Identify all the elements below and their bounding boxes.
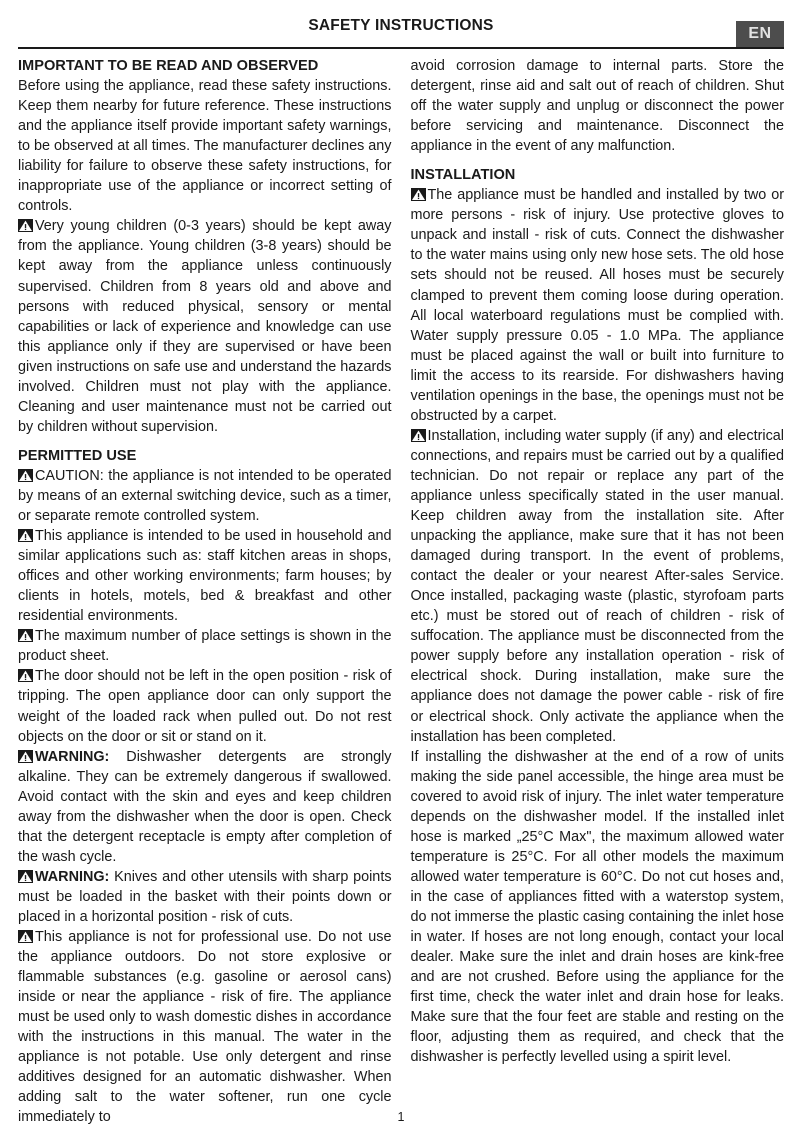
warning-detergent-label: WARNING: xyxy=(35,748,110,765)
paragraph-qualified-technician-text: Installation, including water supply (if any) and electrical connections, and repairs must be carried out by a qualified technician. Do not repair or replace any part of the appliance unless specifically stated in the user manual. Keep children away from the installation site. After unpacking the appliance, make sure that it has not been damaged during transport. In the event of problems, contact the dealer or your nearest After-sales Service. Once installed, packaging waste (plastic, styrofoam parts etc.) must be stored out of reach of children - risk of suffocation. The appliance must be disconnected from the power supply before any installation operation - risk of electrical shock. During installation, make sure the appliance does not damage the power cable - risk of fire or electrical shock. Only activate the appliance when the installation has been completed. xyxy=(410,427,784,745)
paragraph-continuation xyxy=(411,56,785,156)
paragraph-continuation-text: avoid corrosion damage to internal parts. Store the detergent, rinse aid and salt out of reach of children. Shut off the water supply and unplug or disconnect the power before servicing and maintenance. Disconnect the appliance in the event of any malfunction. xyxy=(410,58,784,155)
paragraph-qualified-technician xyxy=(411,426,785,747)
warning-triangle-icon xyxy=(411,188,426,201)
paragraph-handling-text: The appliance must be handled and installed by two or more persons - risk of injury. Use protective gloves to unpack and install - risk of cuts. Connect the dishwasher to the water mains using only new hose sets. The old hose sets should not be reused. All hoses must be securely clamped to prevent them coming loose during operation. All local waterboard regulations must be complied with. Water supply pressure 0.05 - 1.0 MPa. The appliance must be placed against the wall or built into furniture to limit the access to its rearside. For dishwashers having ventilation openings in the base, the openings must not be obstructed by a carpet. xyxy=(410,187,784,424)
paragraph-place-settings xyxy=(18,626,392,666)
paragraph-professional-use-text: This appliance is not for professional use. Do not use the appliance outdoors. Do not store explosive or flammable substances (e.g. gasoline or aerosol cans) inside or near the appliance - risk of fire. The appliance must be used only to wash domestic dishes in accordance with the instructions in this manual. The water in the appliance is not potable. Use only detergent and rinse additives designed for an automatic dishwasher. When adding salt to the water softener, run one cycle immediately to xyxy=(18,929,392,1126)
heading-permitted-use: PERMITTED USE xyxy=(18,447,137,464)
paragraph-professional-use xyxy=(18,927,392,1127)
paragraph-end-of-row-text: If installing the dishwasher at the end of a row of units making the side panel accessible, the hinge area must be covered to avoid risk of injury. The inlet water temperature depends on the dishwasher model. If the installed inlet hose is marked „25°C Max", the maximum allowed water temperature is 25°C. For all other models the maximum allowed water temperature is 60°C. Do not cut hoses and, in the case of appliances fitted with a waterstop system, do not immerse the plastic casing containing the inlet hose in water. If hoses are not long enough, contact your local dealer. Make sure the inlet and drain hoses are kink-free and are not crushed. Before using the appliance for the first time, check the water inlet and drain hose for leaks. Make sure that the four feet are stable and resting on the floor, adjusting them as required, and check that the dishwasher is perfectly levelled using a spirit level. xyxy=(410,748,784,1066)
paragraph-caution xyxy=(18,466,392,526)
heading-important-to-be-read: IMPORTANT TO BE READ AND OBSERVED xyxy=(18,58,319,74)
page-number: 1 xyxy=(397,1110,405,1124)
paragraph-intro-text: Before using the appliance, read these safety instructions. Keep them nearby for future reference. These instructions and the appliance itself provide important safety warnings, to be observed at all times. The manufacturer declines any liability for failure to observe these safety instructions, for inappropriate use of the appliance or incorrect setting of controls. xyxy=(18,78,392,215)
warning-triangle-icon xyxy=(18,529,33,542)
page-footer xyxy=(0,1110,802,1124)
paragraph-intro xyxy=(18,76,392,216)
paragraph-children xyxy=(18,216,392,437)
warning-triangle-icon xyxy=(18,750,33,763)
warning-triangle-icon xyxy=(18,219,33,232)
warning-triangle-icon xyxy=(18,930,33,943)
warning-knives xyxy=(18,867,392,927)
warning-knives-text: Knives and other utensils with sharp points must be loaded in the basket with their points down or placed in a horizontal position - risk of cuts. xyxy=(18,868,392,925)
paragraph-household-use-text: This appliance is intended to be used in household and similar applications such as: staff kitchen areas in shops, offices and other working environments; farm houses; by clients in hotels, motels, bed & breakfast and other residential environments. xyxy=(18,528,392,625)
paragraph-door-text: The door should not be left in the open position - risk of tripping. The open appliance door can only support the weight of the loaded rack when pulled out. Do not rest objects on the door or sit or stand on it. xyxy=(18,668,392,745)
paragraph-place-settings-text: The maximum number of place settings is shown in the product sheet. xyxy=(18,628,392,665)
warning-triangle-icon xyxy=(18,629,33,642)
page-title: SAFETY INSTRUCTIONS xyxy=(308,17,494,34)
warning-triangle-icon xyxy=(18,870,33,883)
heading-installation: INSTALLATION xyxy=(410,167,516,184)
paragraph-handling xyxy=(411,185,785,426)
warning-triangle-icon xyxy=(18,469,33,482)
header-divider xyxy=(18,47,784,49)
paragraph-door xyxy=(18,666,392,746)
paragraph-caution-text: CAUTION: the appliance is not intended to be operated by means of an external switching device, such as a timer, or separate remote controlled system. xyxy=(18,467,392,525)
language-badge: EN xyxy=(736,21,784,47)
warning-triangle-icon xyxy=(18,669,33,682)
warning-detergent-text: Dishwasher detergents are strongly alkaline. They can be extremely dangerous if swallowed. Avoid contact with the skin and eyes and keep children away from the dishwasher when the door is open. Check that the detergent receptacle is empty after completion of the wash cycle. xyxy=(18,748,392,865)
warning-triangle-icon xyxy=(411,429,426,442)
right-column xyxy=(411,56,785,1100)
paragraph-children-text: Very young children (0-3 years) should be kept away from the appliance. Young children (3-8 years) should be kept away from the appliance unless continuously supervised. Children from 8 years old and above and persons with reduced physical, sensory or mental capabilities or lack of experience and knowledge can use this appliance only if they are supervised or have been given instructions on safe use and understand the hazards involved. Children must not play with the appliance. Cleaning and user maintenance must not be carried out by children without supervision. xyxy=(18,218,392,435)
warning-knives-label: WARNING: xyxy=(35,868,110,885)
two-column-body xyxy=(18,56,784,1126)
warning-detergent xyxy=(18,747,392,867)
paragraph-end-of-row xyxy=(411,747,785,1068)
paragraph-household-use xyxy=(18,526,392,626)
left-column xyxy=(18,56,392,1126)
page-header xyxy=(0,0,802,48)
